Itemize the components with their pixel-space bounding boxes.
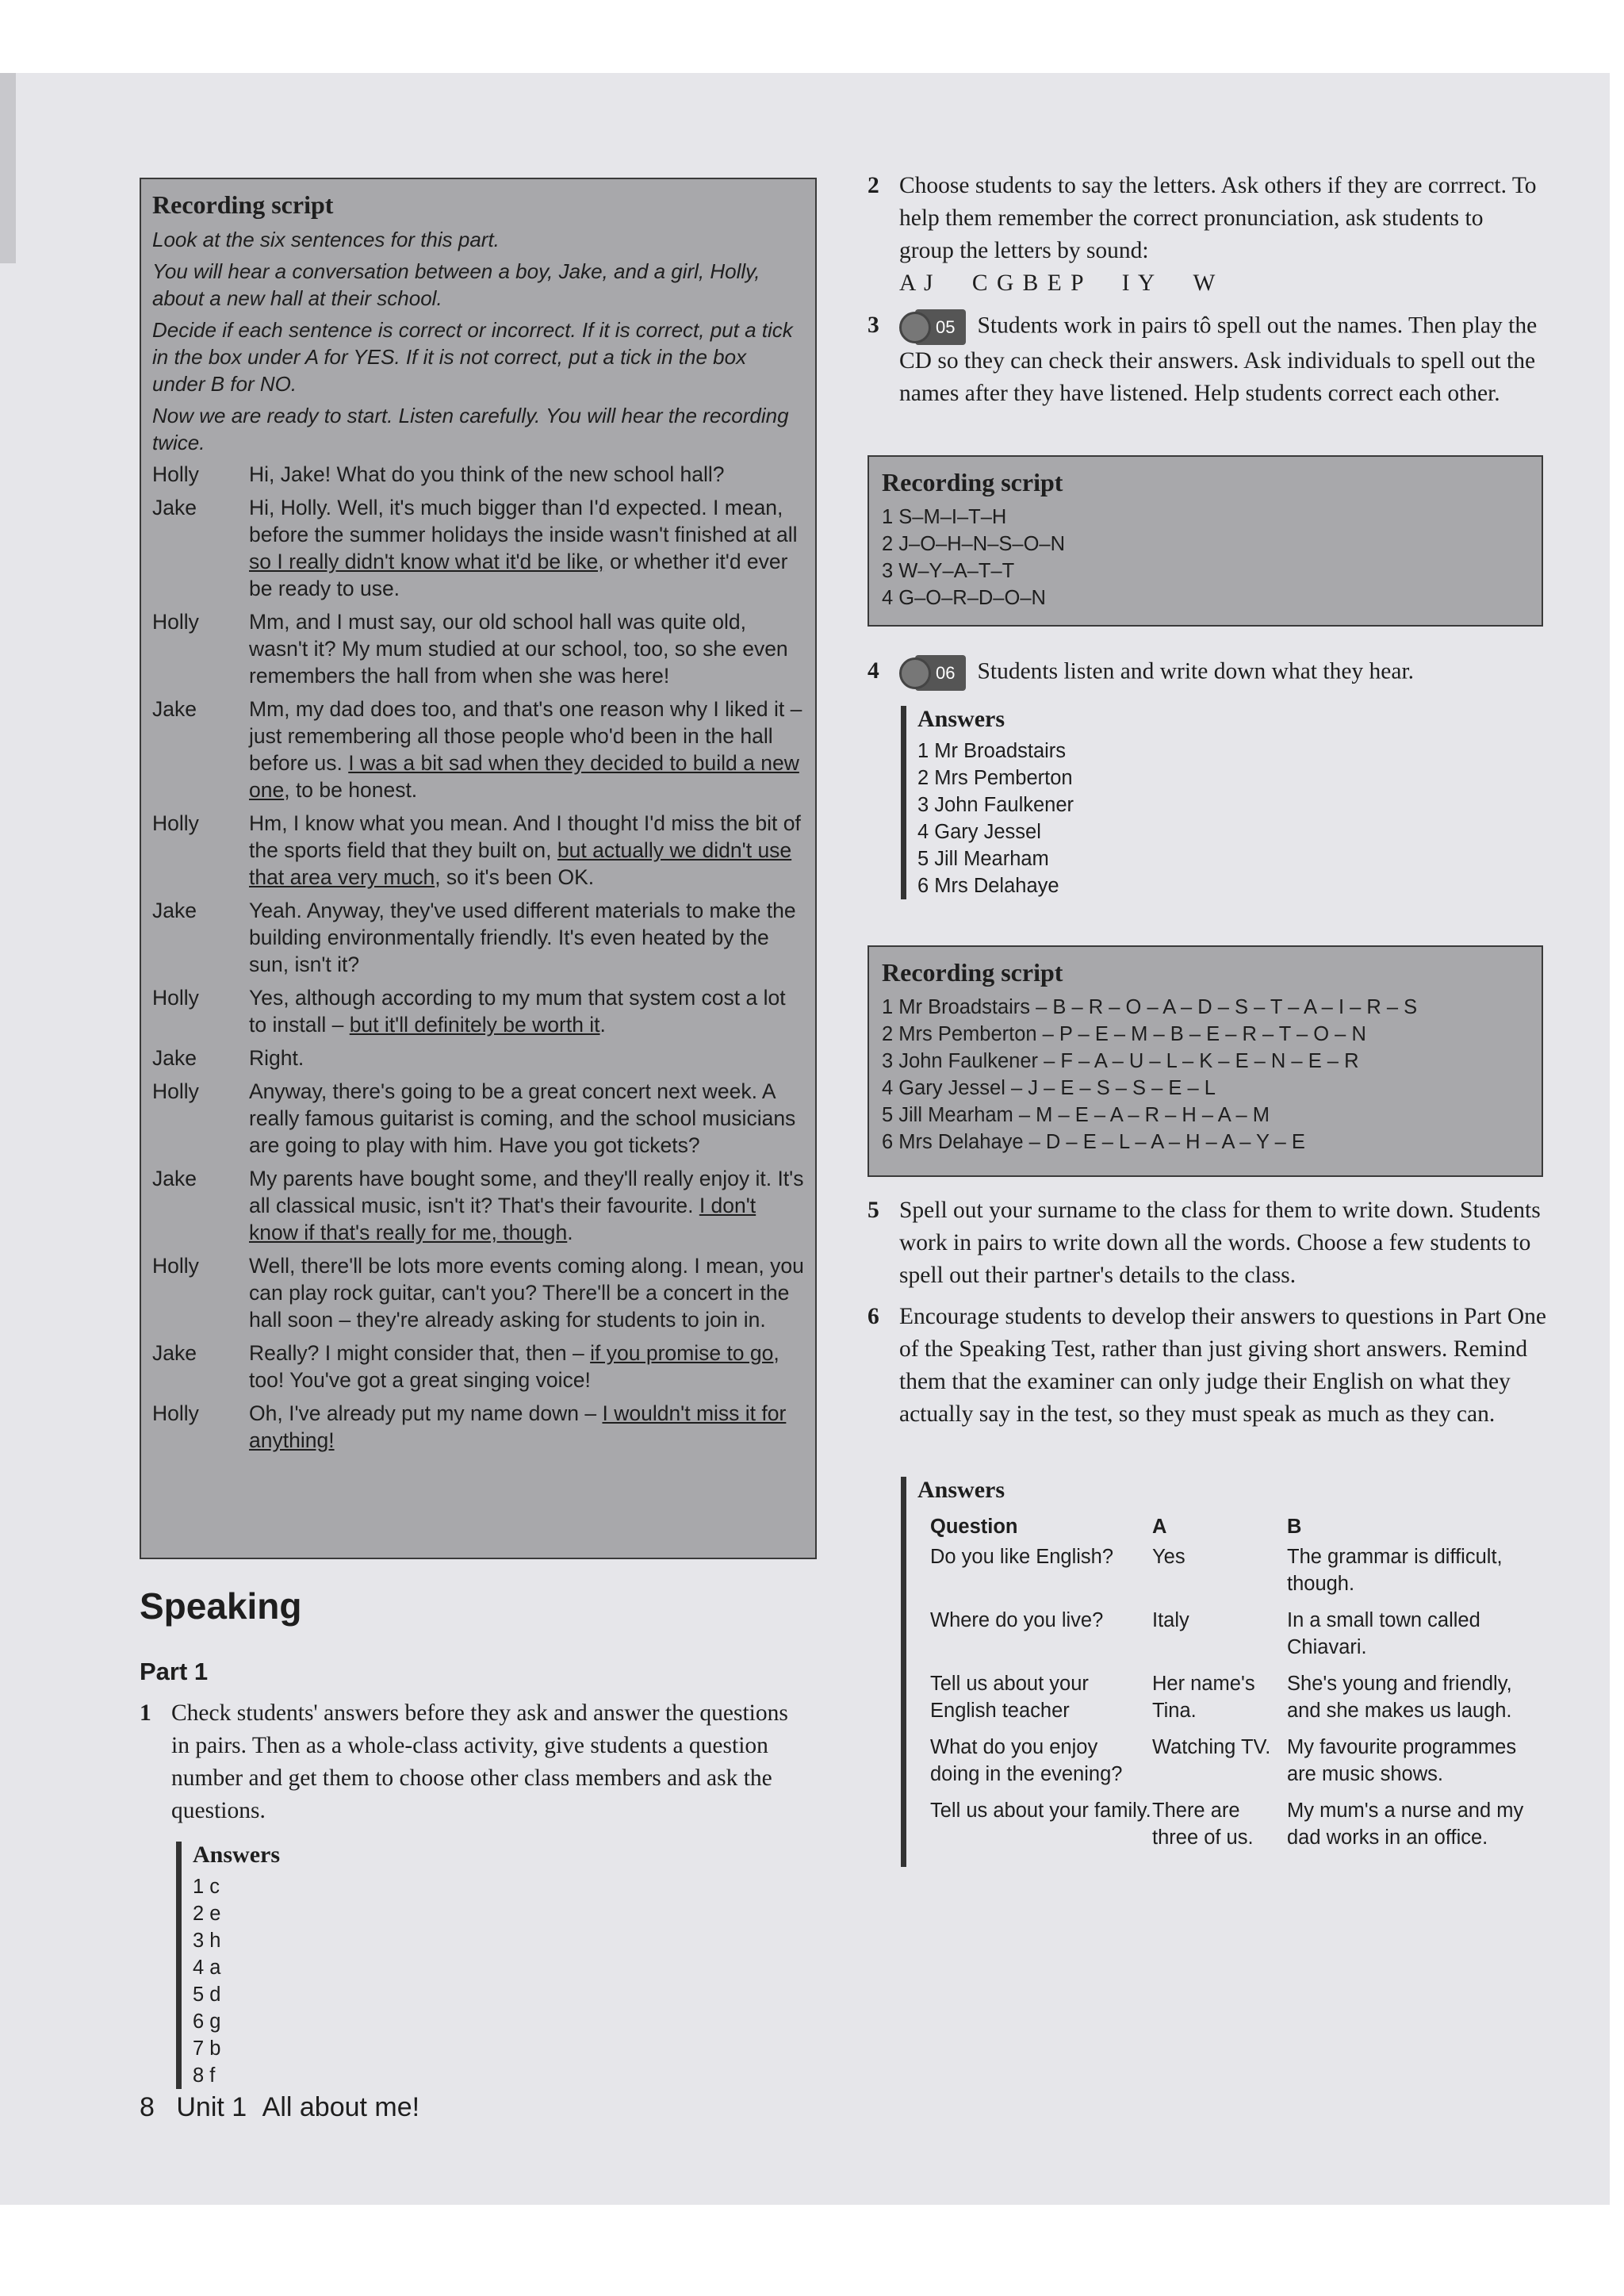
table-cell: Do you like English? (930, 1546, 1114, 1568)
speaker-name: Holly (152, 1401, 199, 1425)
speaker-name: Jake (152, 1046, 197, 1070)
speaker-name: Holly (152, 811, 199, 835)
recording-script-box (140, 178, 817, 1559)
numbered-item-1 (140, 1697, 790, 1827)
underlined-answer: I wouldn't miss it for anything! (249, 1401, 787, 1452)
line-text (249, 810, 804, 891)
line-text-part: Mm, and I must say, our old school hall was quite old, wasn't it? My mum studied at our school, too, so she even remembers the hall from when she was here! (249, 610, 788, 688)
letter-group: W (1193, 270, 1217, 296)
line-text (249, 1078, 804, 1159)
answers-box-6 (901, 1477, 1560, 1867)
page-footer (140, 2092, 419, 2123)
dialogue-line (152, 461, 804, 488)
table-cell: There are three of us. (1152, 1800, 1254, 1849)
answer-item: 3 John Faulkener (917, 794, 1074, 816)
cd-track-badge (899, 655, 966, 691)
line-text-part: Oh, I've already put my name down – (249, 1401, 603, 1425)
script-line: 6 Mrs Delahaye – D – E – L – A – H – A – Y – E (882, 1131, 1305, 1153)
dialogue-line (152, 1252, 804, 1333)
table-row (930, 1607, 1549, 1670)
dialogue-line (152, 494, 804, 602)
line-text (249, 897, 804, 978)
speaker-name: Jake (152, 899, 197, 922)
track-number: 05 (915, 309, 966, 345)
answers-table (930, 1513, 1549, 1861)
answers-box-4 (901, 706, 1187, 899)
item-text: Check students' answers before they ask and answer the questions in pairs. Then as a whole-class activity, give students a question number and get them to choose other class members and ask the questions. (171, 1700, 788, 1823)
table-cell: Tell us about your English teacher (930, 1673, 1089, 1722)
instruction-line: You will hear a conversation between a boy, Jake, and a girl, Holly, about a new hall at their school. (152, 259, 760, 310)
table-cell: Watching TV. (1152, 1736, 1271, 1758)
table-header-row (930, 1513, 1549, 1543)
dialogue-line (152, 1340, 804, 1393)
cd-icon (899, 657, 931, 689)
line-text (249, 1165, 804, 1246)
script-line: 5 Jill Mearham – M – E – A – R – H – A – M (882, 1104, 1270, 1126)
table-cell: Italy (1152, 1609, 1189, 1631)
line-text-part: . (599, 1013, 606, 1037)
dialogue-line (152, 608, 804, 689)
underlined-answer: if you promise to go (590, 1341, 774, 1365)
underlined-answer: so I really didn't know what it'd be like, (249, 550, 604, 573)
answer-item: 1 c (193, 1876, 220, 1898)
dialogue-line (152, 984, 804, 1038)
line-text-part: Hi, Jake! What do you think of the new school hall? (249, 462, 725, 486)
line-text-part: Yes, although according to my mum that system cost a lot to install – (249, 986, 786, 1037)
table-cell: She's young and friendly, and she makes us laugh. (1287, 1673, 1512, 1722)
table-row (930, 1670, 1549, 1734)
line-text-part: Right. (249, 1046, 304, 1070)
script-line: 2 Mrs Pemberton – P – E – M – B – E – R – T – O – N (882, 1023, 1366, 1045)
table-cell: My favourite programmes are music shows. (1287, 1736, 1517, 1785)
item-number: 3 (868, 312, 879, 338)
line-text (249, 984, 804, 1038)
numbered-item-3 (868, 309, 1542, 410)
column-header: A (1152, 1516, 1167, 1538)
answers-list (193, 1873, 367, 2089)
numbered-item-4 (868, 655, 1542, 691)
item-text: Encourage students to develop their answers to questions in Part One of the Speaking Test, rather than just giving short answers. Remind them that the examiner can only judge their English on what they actually say in the test, so they must speak as much as they can. (899, 1304, 1546, 1427)
instruction-line: Decide if each sentence is correct or incorrect. If it is correct, put a tick in the box under A for YES. If it is not correct, put a tick in the box under B for NO. (152, 318, 793, 396)
section-heading-speaking: Speaking (140, 1585, 302, 1627)
dialogue-line (152, 1045, 804, 1071)
line-text (249, 461, 804, 488)
line-text-part: Anyway, there's going to be a great concert next week. A really famous guitarist is coming, and the school musicians are going to play with him. Have you got tickets? (249, 1079, 796, 1157)
item-number: 4 (868, 658, 879, 684)
line-text (249, 494, 804, 602)
instruction-line: Now we are ready to start. Listen carefully. You will hear the recording twice. (152, 404, 789, 454)
line-text-part: Hm, I know what you mean. And I thought I'd miss the bit of the sports field that they built on, (249, 811, 801, 862)
line-text-part: Well, there'll be lots more events coming along. I mean, you can play rock guitar, can't you? There'll be a concert in the hall soon – they're already asking for students to join in. (249, 1254, 804, 1332)
underlined-answer: but actually we didn't use that area very much (249, 838, 792, 889)
recording-script-lines (882, 504, 1529, 611)
script-line: 4 G–O–R–D–O–N (882, 587, 1046, 609)
speaker-name: Holly (152, 610, 199, 634)
cd-icon (899, 312, 931, 343)
line-text (249, 1340, 804, 1393)
line-text (249, 696, 804, 803)
speaker-name: Jake (152, 1167, 197, 1190)
answer-item: 6 Mrs Delahaye (917, 875, 1059, 897)
dialogue-line (152, 696, 804, 803)
letter-groups (899, 267, 1542, 300)
cd-track-badge (899, 309, 966, 345)
letter-group: A J (899, 270, 935, 296)
line-text (249, 1045, 804, 1071)
line-text (249, 608, 804, 689)
dialogue (152, 461, 804, 1454)
table-cell: Her name's Tina. (1152, 1673, 1255, 1722)
scan-edge-shadow (0, 73, 16, 263)
answer-item: 8 f (193, 2064, 216, 2087)
item-text (899, 655, 1542, 691)
speaker-name: Holly (152, 1254, 199, 1278)
item-3-text: Students work in pairs tô spell out the names. Then play the CD so they can check their answers. Ask individuals to spell out the names after they have listened. Help students correct each other. (899, 312, 1538, 406)
dialogue-line (152, 1165, 804, 1246)
answers-title: Answers (917, 1477, 1005, 1503)
line-text (249, 1252, 804, 1333)
recording-script-title: Recording script (882, 468, 1063, 496)
table-row (930, 1543, 1549, 1607)
page-number: 8 (140, 2092, 155, 2122)
line-text-part: My parents have bought some, and they'll really enjoy it. It's all classical music, isn't it? That's their favourite. (249, 1167, 804, 1217)
unit-title: All about me! (262, 2092, 420, 2122)
answers-box (176, 1842, 367, 2089)
column-header: B (1287, 1516, 1302, 1538)
track-number: 06 (915, 655, 966, 691)
speaker-name: Holly (152, 986, 199, 1010)
numbered-item-2 (868, 170, 1542, 300)
line-text-part: Hi, Holly. Well, it's much bigger than I'd expected. I mean, before the summer holidays the inside wasn't finished at all (249, 496, 798, 546)
item-number: 1 (140, 1700, 151, 1726)
dialogue-line (152, 1400, 804, 1454)
script-line: 3 John Faulkener – F – A – U – L – K – E – N – E – R (882, 1050, 1359, 1072)
item-text (899, 309, 1542, 410)
numbered-item-5 (868, 1194, 1549, 1292)
answer-item: 3 h (193, 1930, 221, 1952)
item-number: 6 (868, 1304, 879, 1329)
line-text-part: , to be honest. (284, 778, 418, 802)
table-cell: In a small town called Chiavari. (1287, 1609, 1480, 1658)
table-row (930, 1797, 1549, 1861)
script-line: 2 J–O–H–N–S–O–N (882, 533, 1066, 555)
dialogue-line (152, 810, 804, 891)
script-line: 4 Gary Jessel – J – E – S – S – E – L (882, 1077, 1216, 1099)
table-cell: Tell us about your family. (930, 1800, 1151, 1822)
answer-item: 6 g (193, 2010, 221, 2033)
line-text (249, 1400, 804, 1454)
table-row (930, 1734, 1549, 1797)
table-body (930, 1543, 1549, 1861)
numbered-item-6 (868, 1301, 1549, 1431)
item-number: 2 (868, 173, 879, 198)
recording-script-title: Recording script (882, 958, 1063, 987)
underlined-answer: I don't know if that's really for me, though (249, 1194, 756, 1244)
item-text: Choose students to say the letters. Ask others if they are corrrect. To help them remember the correct pronunciation, ask students to group the letters by sound: (899, 173, 1537, 263)
speaker-name: Jake (152, 1341, 197, 1365)
answers-title: Answers (193, 1842, 280, 1868)
item-text: Spell out your surname to the class for them to write down. Students work in pairs to write down all the words. Choose a few students to spell out their partner's details to the class. (899, 1198, 1541, 1288)
line-text-part: or whether it'd ever be ready to use. (249, 550, 788, 600)
answer-item: 4 Gary Jessel (917, 821, 1041, 843)
recording-script-box-2 (868, 455, 1543, 627)
answer-item: 2 Mrs Pemberton (917, 767, 1073, 789)
dialogue-line (152, 897, 804, 978)
recording-script-box-3 (868, 945, 1543, 1177)
line-text-part: Really? I might consider that, then – (249, 1341, 591, 1365)
line-text-part: , so it's been OK. (435, 865, 595, 889)
answer-item: 2 e (193, 1903, 221, 1925)
answers-list (917, 738, 1187, 899)
script-line: 1 Mr Broadstairs – B – R – O – A – D – S – T – A – I – R – S (882, 996, 1418, 1018)
table-cell: Where do you live? (930, 1609, 1104, 1631)
letter-group: I Y (1121, 270, 1156, 296)
speaker-name: Jake (152, 697, 197, 721)
answer-item: 7 b (193, 2037, 221, 2060)
recording-script-lines (882, 994, 1529, 1156)
answer-item: 4 a (193, 1957, 221, 1979)
letter-group: C G B E P (971, 270, 1085, 296)
table-cell: My mum's a nurse and my dad works in an office. (1287, 1800, 1524, 1849)
script-line: 1 S–M–I–T–H (882, 506, 1007, 528)
answer-item: 5 d (193, 1984, 221, 2006)
column-header: Question (930, 1516, 1018, 1538)
table-cell: Yes (1152, 1546, 1185, 1568)
item-4-text: Students listen and write down what they hear. (977, 658, 1415, 684)
underlined-answer: but it'll definitely be worth it (349, 1013, 600, 1037)
part-heading: Part 1 (140, 1658, 209, 1685)
script-line: 3 W–Y–A–T–T (882, 560, 1015, 582)
speaker-name: Holly (152, 462, 199, 486)
instruction-line: Look at the six sentences for this part. (152, 228, 500, 251)
answers-title: Answers (917, 706, 1005, 732)
item-number: 5 (868, 1198, 879, 1223)
answer-item: 5 Jill Mearham (917, 848, 1049, 870)
unit-label: Unit 1 (176, 2092, 247, 2122)
recording-script-title: Recording script (152, 190, 334, 219)
line-text-part: . (567, 1221, 573, 1244)
line-text-part: , too! You've got a great singing voice! (249, 1341, 779, 1392)
speaker-name: Jake (152, 496, 197, 519)
speaker-name: Holly (152, 1079, 199, 1103)
answer-item: 1 Mr Broadstairs (917, 740, 1067, 762)
table-cell: What do you enjoy doing in the evening? (930, 1736, 1123, 1785)
underlined-answer: I was a bit sad when they decided to build a new one (249, 751, 799, 802)
line-text-part: Yeah. Anyway, they've used different materials to make the building environmentally friendly. It's even heated by the sun, isn't it? (249, 899, 796, 976)
table-cell: The grammar is difficult, though. (1287, 1546, 1503, 1595)
line-text-part: Mm, my dad does too, and that's one reason why I liked it – just remembering all those people who'd been in the hall before us. (249, 697, 802, 775)
dialogue-line (152, 1078, 804, 1159)
